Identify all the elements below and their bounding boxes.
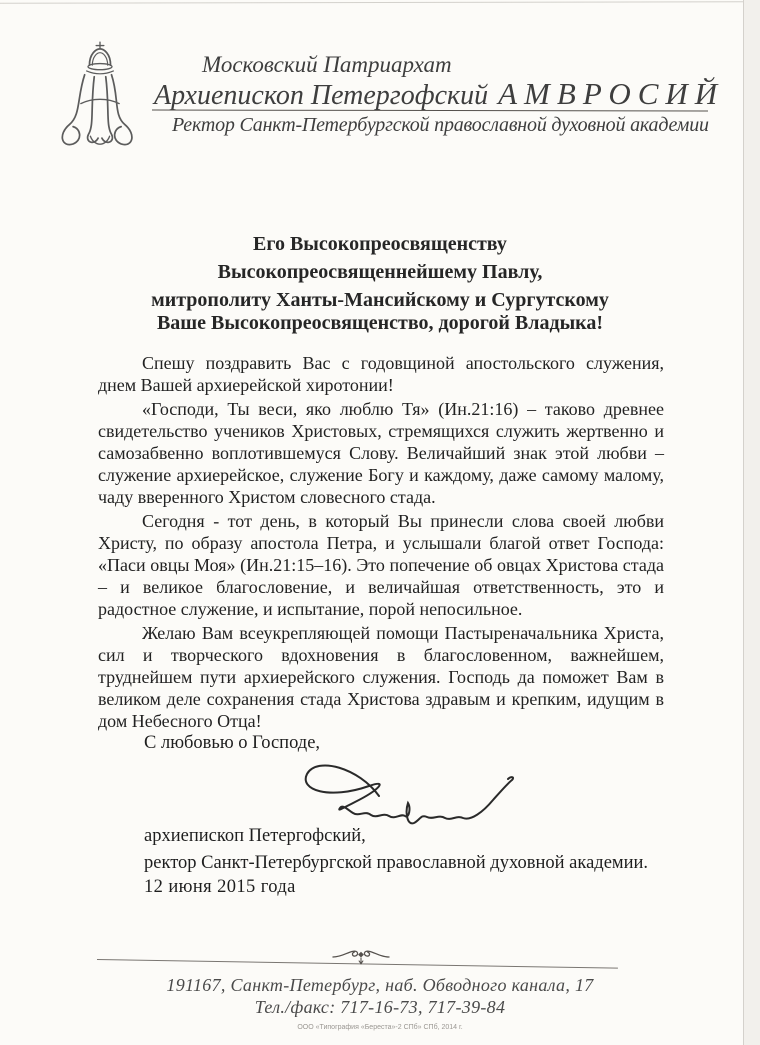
letter-date: 12 июня 2015 года <box>144 877 296 897</box>
valediction-line: С любовью о Господе, <box>144 733 321 753</box>
scan-edge-right-band <box>744 0 760 1045</box>
footer-address-line: 191167, Санкт-Петербург, наб. Обводного канала, 17 <box>166 975 594 995</box>
recipient-line-3: митрополиту Ханты-Мансийскому и Сургутскому <box>151 289 609 311</box>
letterhead-title-name: АМВРОСИЙ <box>498 76 725 111</box>
recipient-line-1: Его Высокопреосвященству <box>253 233 507 255</box>
letterhead-rector-line: Ректор Санкт-Петербургской православной духовной академии <box>172 114 709 136</box>
scroll-flourish-ornament-icon <box>332 948 390 967</box>
body-paragraph: «Господи, Ты веси, яко люблю Тя» (Ин.21:16) – таково древнее свидетельство учеников Христовых, стремящихся служить жертвенно и самозабвенно воплотившемуся Слову. Величайший знак этой любви – служение архиерейское, служение Богу и каждому, даже самому малому, чаду вверенного Христом словесного стада. <box>98 399 664 507</box>
salutation-line: Ваше Высокопреосвященство, дорогой Владыка! <box>156 312 604 334</box>
signoff-title-line: архиепископ Петергофский, <box>144 826 366 846</box>
body-paragraph: Желаю Вам всеукрепляющей помощи Пастыреначальника Христа, сил и творческого вдохновения в благословенном, важнейшем, труднейшем пути архиерейского служения. Господь да поможет Вам в великом деле сохранения стада Христова здравым и крепким, идущим в дом Небесного Отца! <box>98 623 664 731</box>
crowned-monogram-emblem-icon <box>52 40 148 148</box>
signoff-block <box>144 823 648 876</box>
footer-printer-imprint: ООО «Типография «Береста»-2 СПб» СПб, 2014 г. <box>297 1024 463 1031</box>
letterhead-title-prefix: Архиепископ Петергофский <box>154 80 489 111</box>
signoff-rector-line: ректор Санкт-Петербургской православной духовной академии. <box>144 852 649 873</box>
body-paragraph: Спешу поздравить Вас с годовщиной апостольского служения, днем Вашей архиерейской хиротонии! <box>98 353 664 395</box>
letterhead-patriarchate-line: Московский Патриархат <box>202 52 452 77</box>
body-paragraph: Сегодня - тот день, в который Вы принесли слова своей любви Христу, по образу апостола Петра, и услышали благой ответ Господа: «Паси овцы Моя» (Ин.21:15–16). Это попечение об овцах Христова стада – и великое благословение, и величайшая ответственность, это и радостное служение, и испытание, порой непосильное. <box>98 511 664 619</box>
letterhead-title-line <box>154 76 724 112</box>
scan-edge-right-line <box>743 0 744 1045</box>
footer-phone-line: Тел./факс: 717-16-73, 717-39-84 <box>254 997 506 1017</box>
recipient-block <box>70 230 690 314</box>
scan-edge-top <box>0 1 750 4</box>
handwritten-signature <box>293 752 521 828</box>
letter-body <box>98 352 664 734</box>
recipient-line-2: Высокопреосвященнейшему Павлу, <box>217 261 543 283</box>
